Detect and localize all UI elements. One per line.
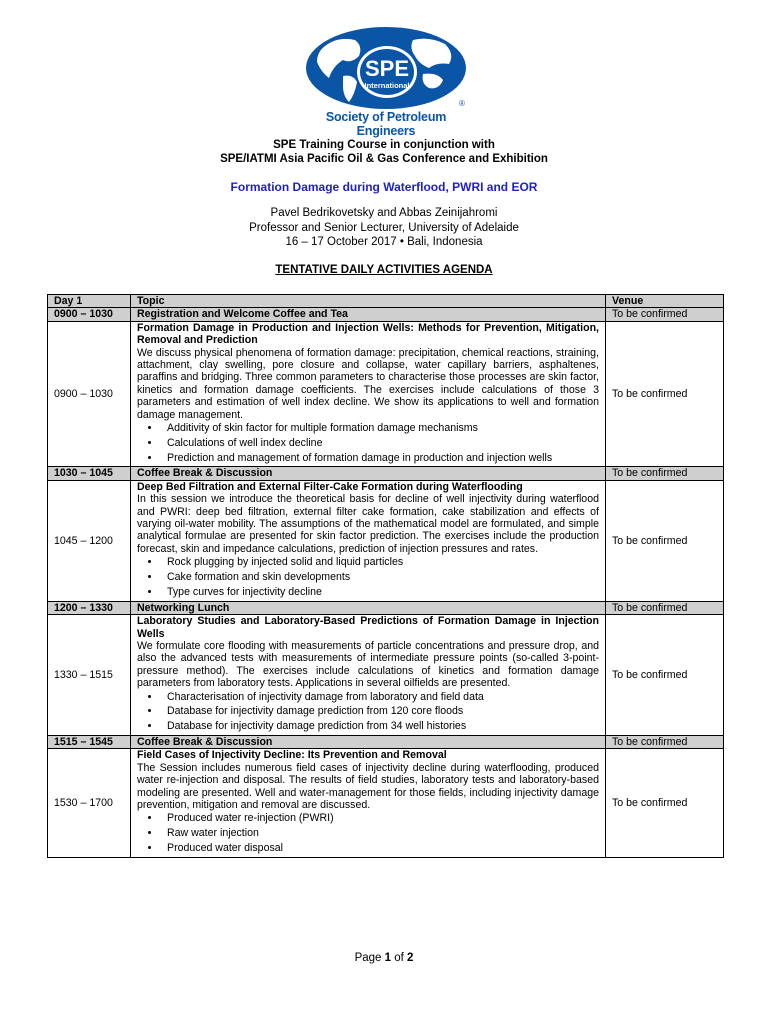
header-line-1: SPE Training Course in conjunction with [273,139,495,151]
row-time: 1515 – 1545 [48,735,131,748]
row-time: 1030 – 1045 [48,467,131,480]
table-row [48,735,724,748]
list-item: • Calculations of well index decline [161,437,599,449]
header-line-2: SPE/IATMI Asia Pacific Oil & Gas Conference and Exhibition [220,153,548,165]
registered-mark: ® [459,99,465,108]
row-time: 1045 – 1200 [48,480,131,601]
row-venue: To be confirmed [606,308,724,321]
table-row [48,467,724,480]
list-item: • Additivity of skin factor for multiple formation damage mechanisms [161,422,599,434]
list-item: • Produced water disposal [161,842,599,854]
table-row [48,321,724,467]
row-description: We formulate core flooding with measurements of particle concentrations and pressure drop, and also the advanced tests with measurements of intermediate pressure points (so-called 3-point-pressure method). The exercises include calculations of kinetics and formation damage parameters from laboratory tests. Applications in several oilfields are presented. [137,639,599,690]
affiliation: Professor and Senior Lecturer, University of Adelaide [249,222,519,234]
table-row [48,601,724,614]
list-item: • Database for injectivity damage prediction from 34 well histories [161,720,599,732]
agenda-title: TENTATIVE DAILY ACTIVITIES AGENDA [275,264,493,276]
row-venue: To be confirmed [606,321,724,467]
course-title: Formation Damage during Waterflood, PWRI and EOR [230,180,538,194]
row-venue: To be confirmed [606,615,724,736]
table-row [48,480,724,601]
list-item: • Prediction and management of formation damage in production and injection wells [161,452,599,464]
list-item: • Produced water re-injection (PWRI) [161,812,599,824]
row-description: The Session includes numerous field cases of injectivity decline during waterflooding, produced water re-injection and disposal. The results of field studies, laboratory tests and laboratory-based modeling are presented. Well and water-management for those fields, including injectivity damage prevention, mitigation and removal are discussed. [137,761,599,811]
list-item: • Rock plugging by injected solid and liquid particles [161,556,599,568]
date-location: 16 – 17 October 2017 • Bali, Indonesia [285,236,483,248]
list-item: • Database for injectivity damage prediction from 120 core floods [161,705,599,717]
logo-badge-top: SPE [364,56,410,81]
row-venue: To be confirmed [606,467,724,480]
row-description: We discuss physical phenomena of formation damage: precipitation, chemical reactions, straining, attachment, clay swelling, pore closure and collapse, water capillary barriers, asphaltenes, paraffins and bridging. Three common parameters to characterise those processes are skin factor, kinetics and formation damage coefficients. The exercises include calculations of those 3 parameters and estimation of well index decline. We show its applications to well and formation damage management. [137,346,599,421]
row-title: Laboratory Studies and Laboratory-Based Predictions of Formation Damage in Injection Wells [137,615,599,640]
row-title: Formation Damage in Production and Injection Wells: Methods for Prevention, Mitigation, Removal and Prediction [137,321,599,347]
footer-page-word: Page [354,952,382,964]
footer-of-word: of [394,952,404,964]
row-venue: To be confirmed [606,735,724,748]
list-item: • Raw water injection [161,827,599,839]
table-row [48,615,724,736]
row-topic [131,749,606,857]
page-footer [0,952,768,964]
bullet-list [137,812,599,854]
header-day: Day 1 [48,295,131,308]
header-topic: Topic [131,295,606,308]
row-topic [131,480,606,601]
row-time: 0900 – 1030 [48,321,131,467]
row-venue: To be confirmed [606,480,724,601]
row-time: 0900 – 1030 [48,308,131,321]
bullet-list [137,556,599,598]
row-title: Coffee Break & Discussion [131,735,606,748]
list-item: • Type curves for injectivity decline [161,586,599,598]
row-description: In this session we introduce the theoretical basis for decline of well injectivity during waterflood and PWRI: deep bed filtration, external filter cake formation, cake stabilization and effects of varying oil-water mobility. The assumptions of the mathematical model are formulated, and simple analytical formulae are presented for skin factor prediction. The exercises include the production forecast, skin and impedance calculations, prediction of injection pressures and rates. [137,493,599,555]
logo-badge-bottom: International [364,81,410,90]
row-topic [131,615,606,736]
row-title: Coffee Break & Discussion [131,467,606,480]
globe-icon [303,26,469,110]
bullet-list [137,422,599,464]
row-venue: To be confirmed [606,601,724,614]
table-row [48,749,724,857]
list-item: • Cake formation and skin developments [161,571,599,583]
presenters: Pavel Bedrikovetsky and Abbas Zeinijahromi [270,207,498,219]
row-title: Registration and Welcome Coffee and Tea [131,308,606,321]
table-row [48,308,724,321]
footer-page-num: 1 [384,952,392,964]
header-venue: Venue [606,295,724,308]
spe-logo [303,26,469,138]
table-header-row [48,295,724,308]
footer-page-total: 2 [407,952,414,964]
row-venue: To be confirmed [606,749,724,857]
row-title: Networking Lunch [131,601,606,614]
agenda-table [47,294,724,858]
row-topic [131,321,606,467]
row-title: Field Cases of Injectivity Decline: Its Prevention and Removal [137,749,447,762]
row-title: Deep Bed Filtration and External Filter-Cake Formation during Waterflooding [137,480,523,493]
row-time: 1200 – 1330 [48,601,131,614]
list-item: • Characterisation of injectivity damage from laboratory and field data [161,691,599,703]
logo-org-name: Society of Petroleum Engineers [325,110,447,138]
row-time: 1530 – 1700 [48,749,131,857]
row-time: 1330 – 1515 [48,615,131,736]
bullet-list [137,691,599,733]
